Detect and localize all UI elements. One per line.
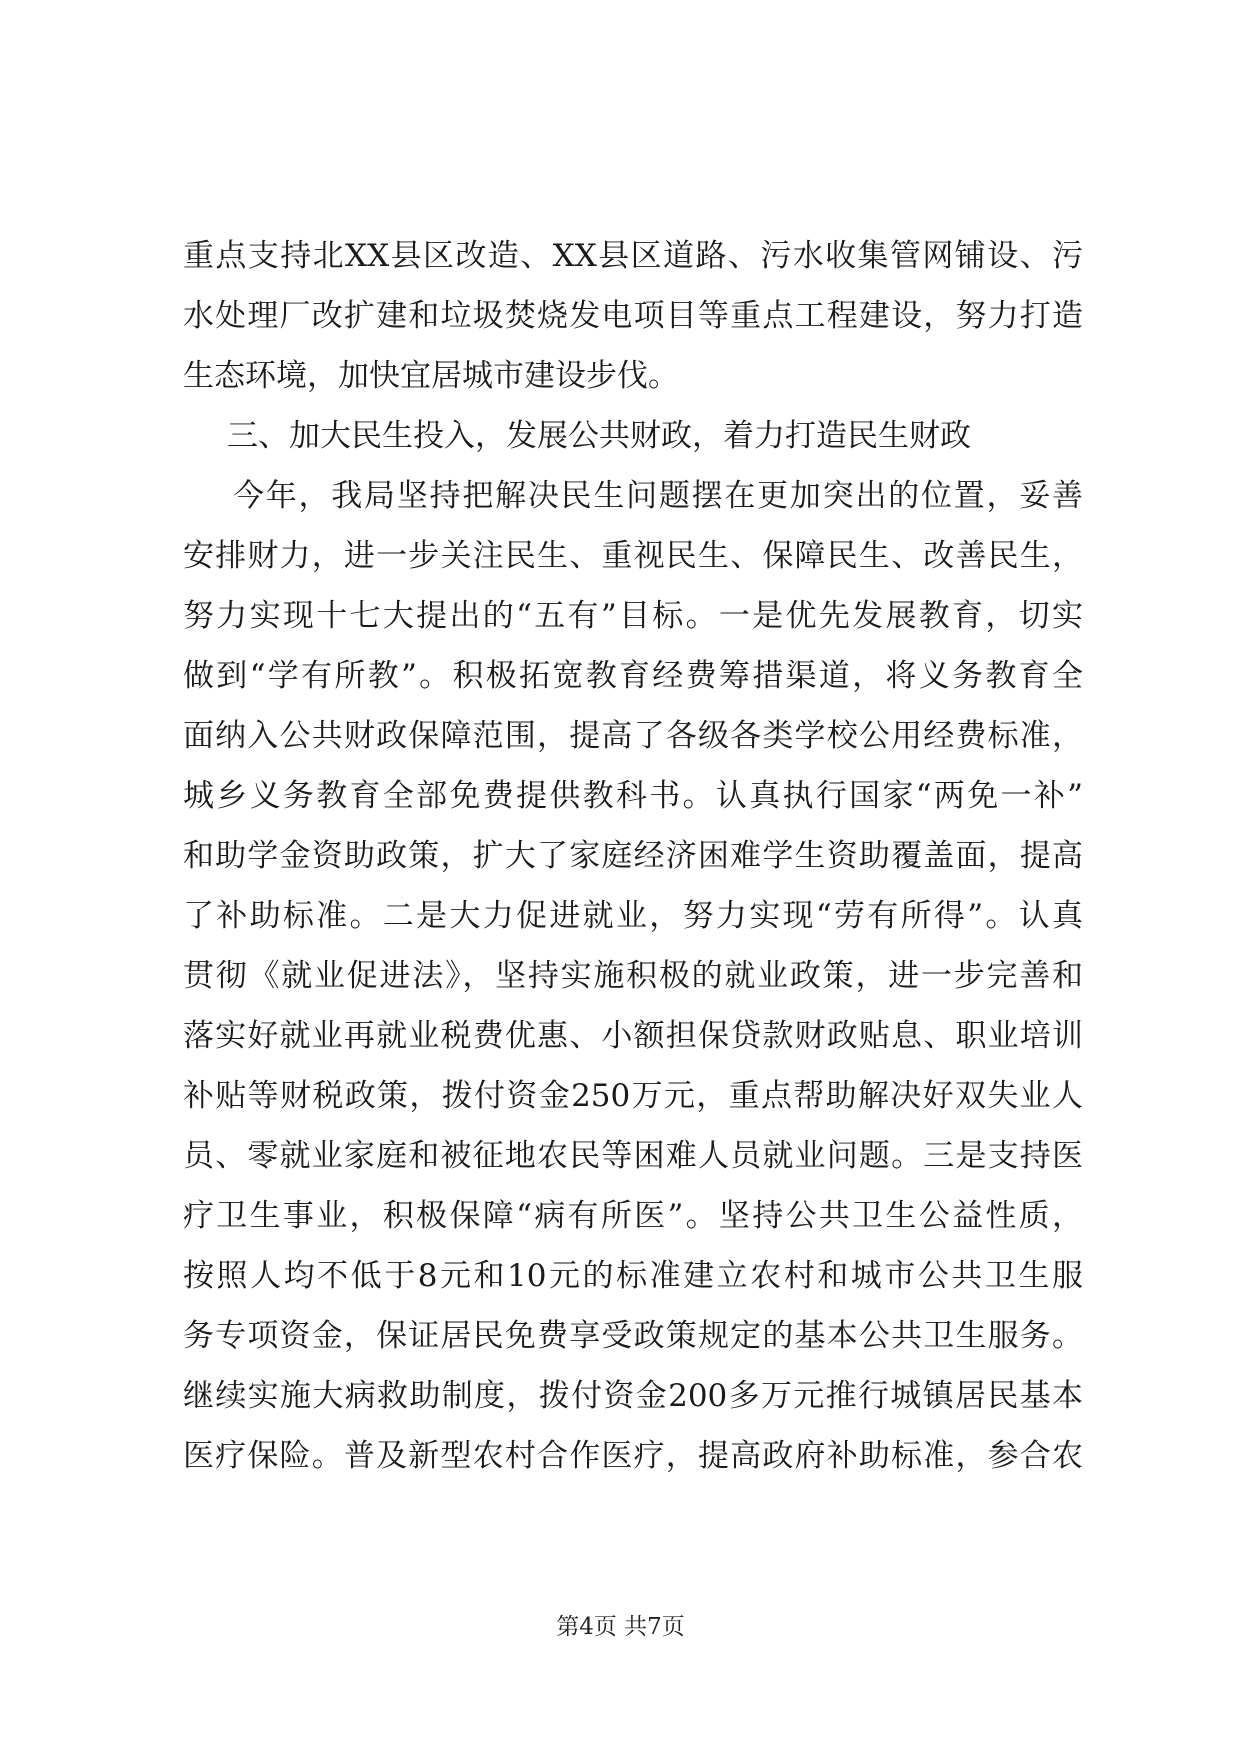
text-line: 疗卫生事业，积极保障“病有所医”。坚持公共卫生公益性质， <box>183 1198 1083 1234</box>
text-line: 今年，我局坚持把解决民生问题摆在更加突出的位置，妥善 <box>233 478 1083 514</box>
text-line: 继续实施大病救助制度，拨付资金200多万元推行城镇居民基本 <box>183 1378 1083 1414</box>
page-number-footer: 第4页 共7页 <box>556 1614 685 1640</box>
text-line: 努力实现十七大提出的“五有”目标。一是优先发展教育，切实 <box>183 598 1083 634</box>
text-line: 补贴等财税政策，拨付资金250万元，重点帮助解决好双失业人 <box>183 1078 1083 1114</box>
text-line: 员、零就业家庭和被征地农民等困难人员就业问题。三是支持医 <box>183 1138 1083 1174</box>
text-line: 水处理厂改扩建和垃圾焚烧发电项目等重点工程建设，努力打造 <box>183 298 1083 334</box>
body-text <box>183 226 1083 1486</box>
text-line: 做到“学有所教”。积极拓宽教育经费筹措渠道，将义务教育全 <box>183 658 1083 694</box>
text-line: 重点支持北XX县区改造、XX县区道路、污水收集管网铺设、污 <box>183 238 1083 274</box>
section-heading: 三、加大民生投入，发展公共财政，着力打造民生财政 <box>227 418 971 454</box>
text-line: 按照人均不低于8元和10元的标准建立农村和城市公共卫生服 <box>183 1258 1083 1294</box>
text-line: 城乡义务教育全部免费提供教科书。认真执行国家“两免一补” <box>183 778 1083 814</box>
text-line: 落实好就业再就业税费优惠、小额担保贷款财政贴息、职业培训 <box>183 1018 1083 1054</box>
text-line: 安排财力，进一步关注民生、重视民生、保障民生、改善民生， <box>183 538 1083 574</box>
text-line: 面纳入公共财政保障范围，提高了各级各类学校公用经费标准， <box>183 718 1083 754</box>
text-line: 务专项资金，保证居民免费享受政策规定的基本公共卫生服务。 <box>183 1318 1083 1354</box>
text-line: 了补助标准。二是大力促进就业，努力实现“劳有所得”。认真 <box>183 898 1083 934</box>
text-line: 和助学金资助政策，扩大了家庭经济困难学生资助覆盖面，提高 <box>183 838 1083 874</box>
text-line: 贯彻《就业促进法》，坚持实施积极的就业政策，进一步完善和 <box>183 958 1083 994</box>
text-line: 生态环境，加快宜居城市建设步伐。 <box>183 358 679 394</box>
text-line: 医疗保险。普及新型农村合作医疗，提高政府补助标准，参合农 <box>183 1438 1083 1474</box>
